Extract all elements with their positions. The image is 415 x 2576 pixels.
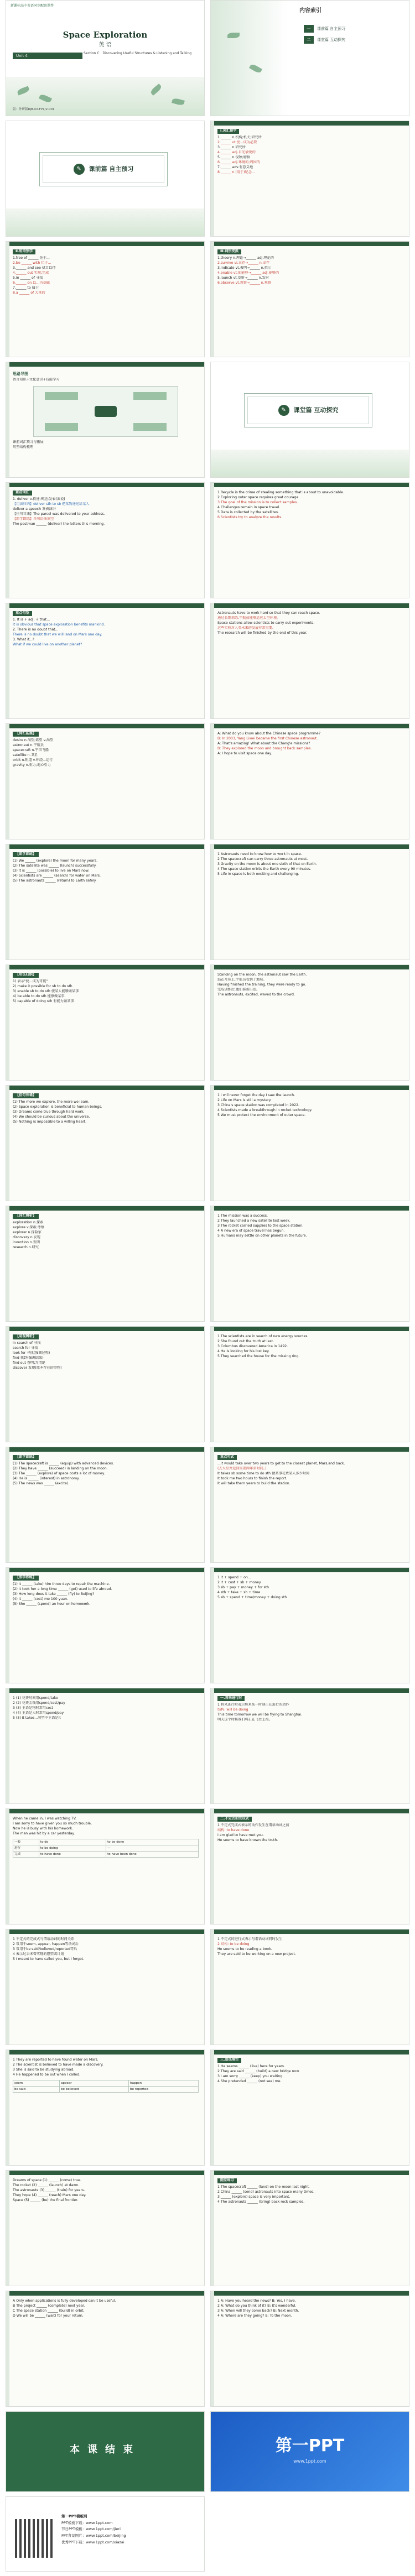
content-slide: 重点句型 1. It is + adj. + that... It is obvious that space exploration benefits mankind. 2. There is no doubt that... There is no doubt that we will land on Mars one day. 3. What if...? What if we could live on another planet? xyxy=(6,603,205,719)
section-label: Section C Discovering Useful Structures & Listening and Talking xyxy=(84,51,192,55)
content-slide: 【即学即练】 (1) It ______ (take) him three days to repair the machine. (2) It took her a long time ______ (get) used to life abroad. (3) How long does it take ______ (fly) to Beijing? (4) It ______ (cost) me 100 yuan. (5) She ______ (spend) an hour on homework. xyxy=(6,1567,205,1683)
content-slide: 1 Recycle is the crime of stealing something that is about to unavoidable. 2 Exploring outer space requires great courage. 3 The goal of the mission is to collect samples. 4 Challenges remain in space travel. 5 Data is collected by the satellites. 6 Scientists try to analyze the results. xyxy=(210,482,409,598)
leaf-decoration xyxy=(211,450,409,477)
row-5 xyxy=(6,603,409,719)
content-slide: When he came in, I was watching TV. I am sorry to have given you so much trouble. Now he is busy with his homework. The man was hit by a car yesterday. 一般 to do to be done 进行 to be doing — 完成 to have done to have been done xyxy=(6,1808,205,1925)
unit-label: Unit 4 xyxy=(13,53,82,59)
leaf-icon xyxy=(39,93,52,103)
section-title: ✎ 课堂篇 互动探究 xyxy=(247,397,369,424)
row-1 xyxy=(6,121,409,237)
ending-slide xyxy=(6,2411,205,2492)
content-slide: 重点词汇 1. deliver v.投递;传送;发表(演说) 【用法归纳】deliver sth to sb 把某物递送给某人 deliver a speech 发表演讲 【佳句背诵】The parcel was delivered to your address. 【即学即练】单句语法填空 The postman ______ (deliver) the letters this morning. xyxy=(6,482,205,598)
qr-code xyxy=(15,2519,54,2558)
row-2 xyxy=(6,241,409,357)
row-21 xyxy=(6,2496,409,2572)
section-slide-pre xyxy=(6,121,205,237)
row-20 xyxy=(6,2411,409,2492)
publisher-label: 新课标高中英语同步配套课件 xyxy=(11,4,54,8)
mindmap-diagram xyxy=(33,386,178,437)
menu-item-label: 课堂篇 互动探究 xyxy=(317,37,346,42)
content-slide: 【佳句背诵】 (1) The more we explore, the more we learn. (2) Space exploration is beneficial to human beings. (3) Dreams come true through hard work. (4) We should be curious about the universe. (5) Nothing is impossible to a willing heart. xyxy=(6,1085,205,1201)
content-slide: Ⅰ.词汇预学 1.______ n.机构;机关;研究所 2.______ vt.使...成为必要 3.______ n.研究所 4.______ adj.目光敏锐的 5.______ n.侵蚀;磨损 6.______ adj.环境的;周围的 7.______ adv.有意义地 8.______ n.(用于)纪念... xyxy=(210,121,409,237)
menu-item-class[interactable] xyxy=(304,36,345,44)
menu-item-pre[interactable] xyxy=(304,25,345,33)
row-3 xyxy=(6,362,409,478)
content-slide: 【词汇拓展】 desire n.渴望;欲望 v.渴望 astronaut n.宇航员 spacecraft n.宇宙飞船 satellite n.卫星 orbit n.轨道 v.环绕...运行 gravity n.重力;地心引力 xyxy=(6,723,205,839)
content-slide: Ⅱ.短语预学 1.free of ______ 免于... 2.be ______ with 忙于... 3.______ and see 拭目以待 4.______ out 实现;完成 5.in ______ of 寻找 6.______ on 以...为基础 7.______ to 属于 8.a ______ of 大量的 xyxy=(6,241,205,357)
row-13 xyxy=(6,1567,409,1683)
content-slide: 1 不定式的进行式表示与谓语动词同时发生 2 结构: to be doing He seems to be reading a book. They are said to be working on a new project. xyxy=(210,1929,409,2045)
menu-num: 二 xyxy=(304,36,314,44)
leaf-icon xyxy=(227,33,240,38)
content-slide: Dreams of space (1) ______ (come) true. The rocket (2) ______ (launch) at dawn. The astronauts (3) ______ (train) for years. They hope (4) ______ (reach) Mars one day. Space (5) ______ (be) the final frontier. xyxy=(6,2170,205,2286)
row-11 xyxy=(6,1326,409,1442)
row-19 xyxy=(6,2291,409,2407)
menu-title: 内容索引 xyxy=(299,8,321,14)
content-slide: 1 Astronauts need to know how to work in space. 2 The spacecraft can carry three astronauts at most. 3 Gravity on the moon is about one sixth of that on Earth. 4 The space station orbits the Earth every 90 minutes. 5 Life in space is both exciting and challenging. xyxy=(210,844,409,960)
menu-item-label: 课前篇 自主预习 xyxy=(317,26,346,31)
row-17 xyxy=(6,2050,409,2166)
row-18 xyxy=(6,2170,409,2286)
cover-subtitle: 英 语 xyxy=(98,42,112,48)
content-slide: A Only when applications is fully developed can it be useful. B The project ______ (complete) next year. C The space station ______ (build) in orbit. D We will be ______ (wait) for your return. xyxy=(6,2291,205,2407)
section-slide-class xyxy=(210,362,409,478)
row-10 xyxy=(6,1206,409,1322)
content-slide: 【用法归纳】 1) 表示"使...成为可能" 2) make it possible for sb to do sth 3) enable sb to do sth 使某人能够做某事 4) be able to do sth 能够做某事 5) capable of doing sth 有能力做某事 xyxy=(6,964,205,1081)
cover-slide xyxy=(6,0,205,116)
row-14 xyxy=(6,1688,409,1804)
summary-table: seem appear happen be said be believed be reported xyxy=(13,2080,199,2093)
content-slide: 1 They are reported to have found water on Mars. 2 The scientist is believed to have made a discovery. 3 She is said to be studying abroad. 4 He happened to be out when I called. seem appear happen be said be believed be reported xyxy=(6,2050,205,2166)
ending-text: 本课结束 xyxy=(70,2444,141,2455)
leaf-icon xyxy=(17,86,30,96)
leaf-icon xyxy=(172,97,185,106)
menu-num: 一 xyxy=(304,25,314,33)
content-slide: 一.将来进行时 1 将来进行时表示将来某一时刻正在进行的动作 结构: will be doing This time tomorrow we will be flying to Shanghai. 明天这个时候我们将正在飞往上海。 xyxy=(210,1688,409,1804)
content-slide: 1 it + spend + on... 2 it + cost + sb + money 3 sb + pay + money + for sth 4 sth + take + sb + time 5 sb + spend + time/money + doing sth xyxy=(210,1567,409,1683)
cover-title: Space Exploration xyxy=(63,30,148,40)
cover-footer: 版：外研版RJB-XX-FP1/2-001 xyxy=(13,108,55,112)
content-slide: 【即学即练】 (1) We ______ (explore) the moon for many years. (2) The satellite was ______ (launch) successfully. (3) It is ______ (possible) to live on Mars now. (4) Scientists are ______ (search) for water on Mars. (5) The astronauts ______ (return) to Earth safely. xyxy=(6,844,205,960)
book-icon: ✎ xyxy=(278,405,289,416)
promo-slide xyxy=(210,2411,409,2492)
footer-card xyxy=(6,2496,205,2572)
brand-logo: 第一PPT xyxy=(275,2436,345,2455)
leaf-decoration xyxy=(211,0,288,116)
menu-slide xyxy=(210,0,409,116)
content-slide: 二.不定式的完成式 1 不定式完成式表示的动作发生在谓语动词之前 结构: to have done I am glad to have met you. He seems to have known the truth. xyxy=(210,1808,409,1925)
footer-links: 第一PPT模板网 PPT模板下载：www.1ppt.com 节日PPT模板：www.1ppt.com/jieri PPT背景图片：www.1ppt.com/beijing 优秀PPT下载：www.1ppt.com/xiazai xyxy=(61,2514,126,2544)
content-slide: 【易混辨析】 in search of 寻找 search for 寻找 look for 寻找(强调过程) find 找到(强调结果) find out 查明;弄清楚 discover 发现(原本存在的事物) xyxy=(6,1326,205,1442)
row-4 xyxy=(6,482,409,598)
content-slide: 【即学即练】 (1) The spacecraft is ______ (equip) with advanced devices. (2) They have ______ (succeed) in landing on the moon. (3) The ______ (explore) of space costs a lot of money. (4) He is ______ (interest) in astronomy. (5) The news was ______ (excite). xyxy=(6,1447,205,1563)
content-slide: 重点句式 ...it would take over two years to get to the closest planet, Mars,and back. (去火星并返回需要两年多时间。) It takes sb some time to do sth 做某事花费某人多少时间 It took me two hours to finish the report. It will take them years to build the station. xyxy=(210,1447,409,1563)
grammar-table: 一般 to do to be done 进行 to be doing — 完成 to have done to have been done xyxy=(13,1839,199,1858)
leaf-icon xyxy=(249,63,262,74)
content-slide: 思路导图 语言知识+文化意识+技能学习 课前词汇预习与拓展 句型结构梳理 xyxy=(6,362,205,478)
content-slide: 1 不定式的完成式与谓语动词的时间关系 2 常用于seem, appear, happen等动词后 3 常用于be said/believed/reported等后 4 表示过去未曾实现的愿望或计划 5 I meant to have called you, but I forgot. xyxy=(6,1929,205,2045)
book-icon: ✎ xyxy=(74,164,85,175)
leaf-icon xyxy=(149,84,162,96)
content-slide: A: What do you know about the Chinese space programme? B: In 2003, Yang Liwei became the first Chinese astronaut. A: That's amazing! What about the Chang'e missions? B: They explored the moon and brought back samples. A: I hope to visit space one day. xyxy=(210,723,409,839)
slide-tag: Ⅰ.词汇预学 xyxy=(217,129,239,134)
row-9 xyxy=(6,1085,409,1201)
content-slide: Astronauts have to work hard so that they can reach space. 通过长期训练,宇航员能够适应太空环境。 Space stations allow scientists to carry out experiments. 这些实验对人类未来的发展非常重要。 The research will be finished by the end of this year. xyxy=(210,603,409,719)
content-slide: 1 A: Have you heard the news? B: Yes, I have. 2 A: What do you think of it? B: It's wonderful. 3 A: When will they come back? B: Next month. 4 A: Where are they going? B: To the moon. xyxy=(210,2291,409,2407)
content-slide: 随堂练习 1 The spacecraft ______ (land) on the moon last night. 2 China ______ (send) astronauts into space many times. 3 ______ (explore) space is very important. 4 The astronauts ______ (bring) back rock samples. xyxy=(210,2170,409,2286)
row-6 xyxy=(6,723,409,839)
content-slide: 1 (1) 花费时间用spend/take 2 (2) 花费金钱用spend/cost/pay 3 (3) 主语是物时常用cost 4 (4) 主语是人时常用spend/pay 5 (5) It takes...句型中主语是it xyxy=(6,1688,205,1804)
brand-url[interactable]: www.1ppt.com xyxy=(293,2459,326,2464)
row-8 xyxy=(6,964,409,1081)
content-slide: 三.语法填空 1 He seems ______ (live) here for years. 2 They are said ______ (build) a new bridge now. 3 I am sorry ______ (keep) you waiting. 4 She pretended ______ (not see) me. xyxy=(210,2050,409,2166)
content-slide: Ⅲ.词形变换 1.theory n.理论→______ adj.理论的 2.survive vi.幸存→______ n.幸存 3.indicate vt.表明→______ n.指示 4.enable vt.使能够→______ adj.能够的 5.launch vt.发射→______ n.发射 6.observe vt.观察→______ n.观察 xyxy=(210,241,409,357)
content-slide: Standing on the moon, the astronaut saw the Earth. 站在月球上,宇航员看到了地球。 Having finished the training, they were ready to go. 完成训练后,他们准备出发。 The astronauts, excited, waved to the crowd. xyxy=(210,964,409,1081)
row-7 xyxy=(6,844,409,960)
row-16 xyxy=(6,1929,409,2045)
content-slide: 1 The mission was a success. 2 They launched a new satellite last week. 3 The rocket carried supplies to the space station. 4 A new era of space travel has begun. 5 Humans may settle on other planets in the future. xyxy=(210,1206,409,1322)
section-title: ✎ 课前篇 自主预习 xyxy=(43,155,164,183)
row-15 xyxy=(6,1808,409,1925)
row-0 xyxy=(6,0,409,116)
row-12 xyxy=(6,1447,409,1563)
leaf-decoration xyxy=(6,208,204,236)
content-slide: 1 I will never forget the day I saw the launch. 2 Life on Mars is still a mystery. 3 China's space station was completed in 2022. 4 Scientists made a breakthrough in rocket technology. 5 We must protect the environment of outer space. xyxy=(210,1085,409,1201)
content-slide: 【词汇辨析】 exploration n.探索 explore v.探索;考察 explorer n.探险家 discovery n.发现 invention n.发明 research n.研究 xyxy=(6,1206,205,1322)
content-slide: 1 The scientists are in search of new energy sources. 2 She found out the truth at last. 3 Columbus discovered America in 1492. 4 He is looking for his lost key. 5 They searched the house for the missing ring. xyxy=(210,1326,409,1442)
